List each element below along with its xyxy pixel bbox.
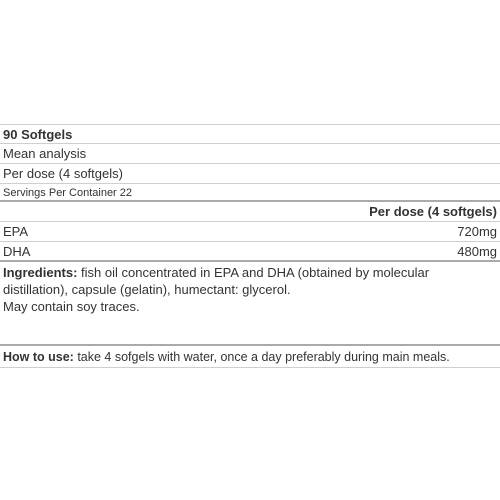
nutrient-amount: 720mg bbox=[457, 224, 497, 239]
ingredients-text: fish oil concentrated in EPA and DHA (obtained by molecular distillation), capsule (gelatin), humectant: glycerol. bbox=[3, 265, 430, 297]
how-to-use-block bbox=[0, 346, 500, 368]
how-to-use-text: take 4 sofgels with water, once a day preferably during main meals. bbox=[73, 350, 450, 364]
ingredients-block bbox=[0, 262, 500, 346]
nutrient-amount: 480mg bbox=[457, 244, 497, 259]
ingredients-label: Ingredients: bbox=[3, 265, 78, 280]
servings-per-container: Servings Per Container 22 bbox=[0, 184, 500, 202]
nutrient-name: DHA bbox=[3, 244, 31, 259]
nutrient-row-epa bbox=[0, 222, 500, 242]
allergen-note: May contain soy traces. bbox=[3, 299, 140, 314]
mean-analysis-label: Mean analysis bbox=[0, 144, 500, 164]
nutrition-facts-table bbox=[0, 124, 500, 368]
nutrient-name: EPA bbox=[3, 224, 29, 239]
per-dose-label: Per dose (4 softgels) bbox=[0, 164, 500, 184]
column-header-per-dose: Per dose (4 softgels) bbox=[0, 202, 500, 222]
nutrient-row-dha bbox=[0, 242, 500, 262]
ingredients-paragraph bbox=[3, 264, 497, 298]
how-to-use-label: How to use: bbox=[3, 350, 74, 364]
product-count: 90 Softgels bbox=[0, 124, 500, 144]
